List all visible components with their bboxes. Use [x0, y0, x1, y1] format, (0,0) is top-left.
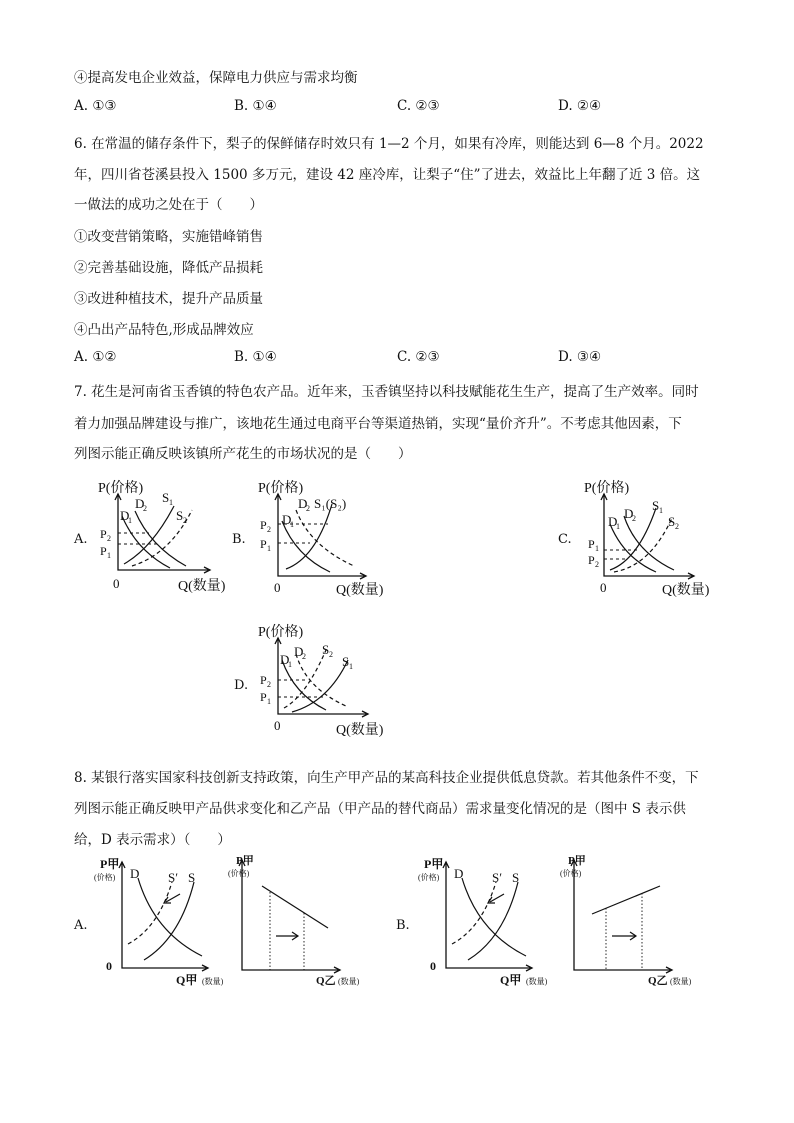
svg-text:1: 1	[128, 516, 132, 525]
price-label: (价格)	[228, 869, 250, 878]
q8-graph-b-label[interactable]: B.	[396, 918, 410, 933]
svg-text:2: 2	[632, 514, 636, 523]
q7-stem-line1: 7. 花生是河南省玉香镇的特色农产品。近年来，玉香镇坚持以科技赋能花生生产，提高了生产效率。同时	[74, 384, 699, 400]
d1-label: D	[280, 652, 290, 667]
origin-label: 0	[106, 959, 112, 973]
s2-label: S	[668, 514, 676, 529]
origin-label: 0	[113, 576, 120, 591]
p2-label: P	[588, 553, 595, 567]
q8-graph-a-supply-demand	[92, 852, 222, 992]
origin-label: 0	[274, 580, 281, 595]
q-jia-label: Q甲	[176, 973, 198, 987]
svg-text:2: 2	[329, 650, 333, 659]
svg-text:1: 1	[659, 506, 663, 515]
svg-text:2: 2	[306, 504, 310, 513]
p1-label: P	[588, 537, 595, 551]
p-jia-label: P甲	[236, 855, 254, 867]
d2-label: D	[624, 506, 634, 521]
svg-text:2: 2	[107, 534, 111, 543]
svg-text:1: 1	[616, 522, 620, 531]
svg-text:1: 1	[290, 520, 294, 529]
y-axis-label: P(价格)	[258, 625, 304, 640]
q7-stem-line2: 着力加强品牌建设与推广，该地花生通过电商平台等渠道热销，实现“量价齐升”。不考虑其他因素，下	[74, 416, 682, 432]
qty-label: (数量)	[338, 977, 360, 986]
svg-text:1: 1	[267, 544, 271, 553]
p-jia-label: P甲	[568, 855, 586, 867]
q6-option-a[interactable]: A. ①②	[74, 349, 117, 365]
y-axis-label: P(价格)	[584, 481, 630, 496]
q-yi-label: Q乙	[316, 975, 336, 987]
q6-option-c[interactable]: C. ②③	[397, 349, 440, 365]
q7-graph-c	[576, 476, 726, 602]
x-axis-label: Q(数量)	[336, 583, 384, 598]
q5-item-4: ④提高发电企业效益，保障电力供应与需求均衡	[74, 70, 358, 86]
q8-graph-a-yi-demand	[226, 852, 366, 992]
s2-label: S	[322, 642, 330, 657]
q6-item-4: ④凸出产品特色,形成品牌效应	[74, 322, 254, 338]
s1-label: S	[162, 490, 170, 505]
price-label: (价格)	[418, 873, 440, 882]
q6-item-1: ①改变营销策略，实施错峰销售	[74, 229, 263, 245]
q6-stem-line2: 年，四川省苍溪县投入 1500 多万元，建设 42 座冷库，让梨子“住”了进去，效益比上年翻了近 3 倍。这	[74, 167, 701, 183]
q6-option-b[interactable]: B. ①④	[234, 349, 277, 365]
price-label: (价格)	[560, 869, 582, 878]
q6-stem-line1: 6. 在常温的储存条件下，梨子的保鲜储存时效只有 1—2 个月，如果有冷库，则能达到 6—8 个月。2022	[74, 136, 704, 152]
d1-label: D	[120, 508, 130, 523]
q8-graph-a-label[interactable]: A.	[74, 918, 88, 933]
price-label: (价格)	[94, 873, 116, 882]
svg-text:2: 2	[675, 522, 679, 531]
q5-option-d[interactable]: D. ②④	[558, 98, 602, 114]
qty-label: (数量)	[670, 977, 692, 986]
p2-label: P	[100, 527, 107, 541]
p-jia-label: P甲	[424, 857, 444, 871]
q7-graph-a-label[interactable]: A.	[74, 532, 88, 547]
p2-label: P	[260, 673, 267, 687]
q-yi-label: Q乙	[648, 975, 668, 987]
d-label: D	[454, 866, 464, 881]
origin-label: 0	[600, 580, 607, 595]
d1-label: D	[608, 514, 618, 529]
qty-label: (数量)	[526, 977, 548, 986]
svg-text:1: 1	[288, 660, 292, 669]
x-axis-label: Q(数量)	[662, 583, 710, 598]
svg-text:1: 1	[267, 697, 271, 706]
q7-graph-b	[248, 476, 398, 602]
q6-item-2: ②完善基础设施，降低产品损耗	[74, 260, 263, 276]
svg-text:2: 2	[595, 560, 599, 569]
svg-text:1: 1	[169, 498, 173, 507]
svg-text:2: 2	[267, 680, 271, 689]
q6-stem-line3: 一做法的成功之处在于（ ）	[74, 197, 263, 213]
p1-label: P	[100, 544, 107, 558]
q6-option-d[interactable]: D. ③④	[558, 349, 602, 365]
s1-label: S	[342, 654, 350, 669]
q8-graph-b-yi-demand	[558, 852, 698, 992]
q7-graph-c-label[interactable]: C.	[558, 532, 572, 547]
p1-label: P	[260, 690, 267, 704]
svg-text:2: 2	[302, 652, 306, 661]
d1-label: D	[282, 512, 292, 527]
s-label: S	[512, 870, 520, 885]
q7-graph-d	[250, 620, 400, 746]
s-label: S	[188, 870, 196, 885]
d2-label: D	[135, 496, 145, 511]
s2-label: S	[176, 508, 184, 523]
svg-text:1: 1	[107, 551, 111, 560]
y-axis-label: P(价格)	[258, 481, 304, 496]
q7-stem-line3: 列图示能正确反映该镇所产花生的市场状况的是（ ）	[74, 446, 412, 462]
q5-option-b[interactable]: B. ①④	[234, 98, 277, 114]
s1-label: S	[652, 498, 660, 513]
x-axis-label: Q(数量)	[336, 723, 384, 738]
svg-text:1: 1	[595, 544, 599, 553]
origin-label: 0	[430, 959, 436, 973]
s-prime-label: S′	[168, 870, 179, 885]
q-jia-label: Q甲	[500, 973, 522, 987]
x-axis-label: Q(数量)	[178, 579, 226, 594]
d-label: D	[130, 866, 140, 881]
qty-label: (数量)	[202, 977, 224, 986]
s1s2-label: S₁(S₂)	[314, 496, 347, 511]
q8-graph-b-supply-demand	[416, 852, 546, 992]
d2-label: D	[298, 496, 308, 511]
origin-label: 0	[274, 718, 281, 733]
p1-label: P	[260, 537, 267, 551]
svg-text:1: 1	[349, 662, 353, 671]
q5-option-a[interactable]: A. ①③	[74, 98, 117, 114]
d2-label: D	[294, 644, 304, 659]
svg-text:2: 2	[267, 525, 271, 534]
q7-graph-a	[92, 476, 242, 602]
q5-option-c[interactable]: C. ②③	[397, 98, 440, 114]
p2-label: P	[260, 518, 267, 532]
y-axis-label: P(价格)	[98, 481, 144, 496]
p-jia-label: P甲	[100, 857, 120, 871]
q8-stem-line3: 给，D 表示需求）（ ）	[74, 832, 231, 848]
svg-text:2: 2	[183, 516, 187, 525]
q7-graph-b-label[interactable]: B.	[232, 532, 246, 547]
q7-graph-d-label[interactable]: D.	[234, 678, 249, 693]
s-prime-label: S′	[492, 870, 503, 885]
q8-stem-line2: 列图示能正确反映甲产品供求变化和乙产品（甲产品的替代商品）需求量变化情况的是（图中 S 表示供	[74, 801, 686, 817]
svg-text:2: 2	[143, 504, 147, 513]
q8-stem-line1: 8. 某银行落实国家科技创新支持政策，向生产甲产品的某高科技企业提供低息贷款。若其他条件不变，下	[74, 770, 699, 786]
q6-item-3: ③改进种植技术，提升产品质量	[74, 291, 263, 307]
